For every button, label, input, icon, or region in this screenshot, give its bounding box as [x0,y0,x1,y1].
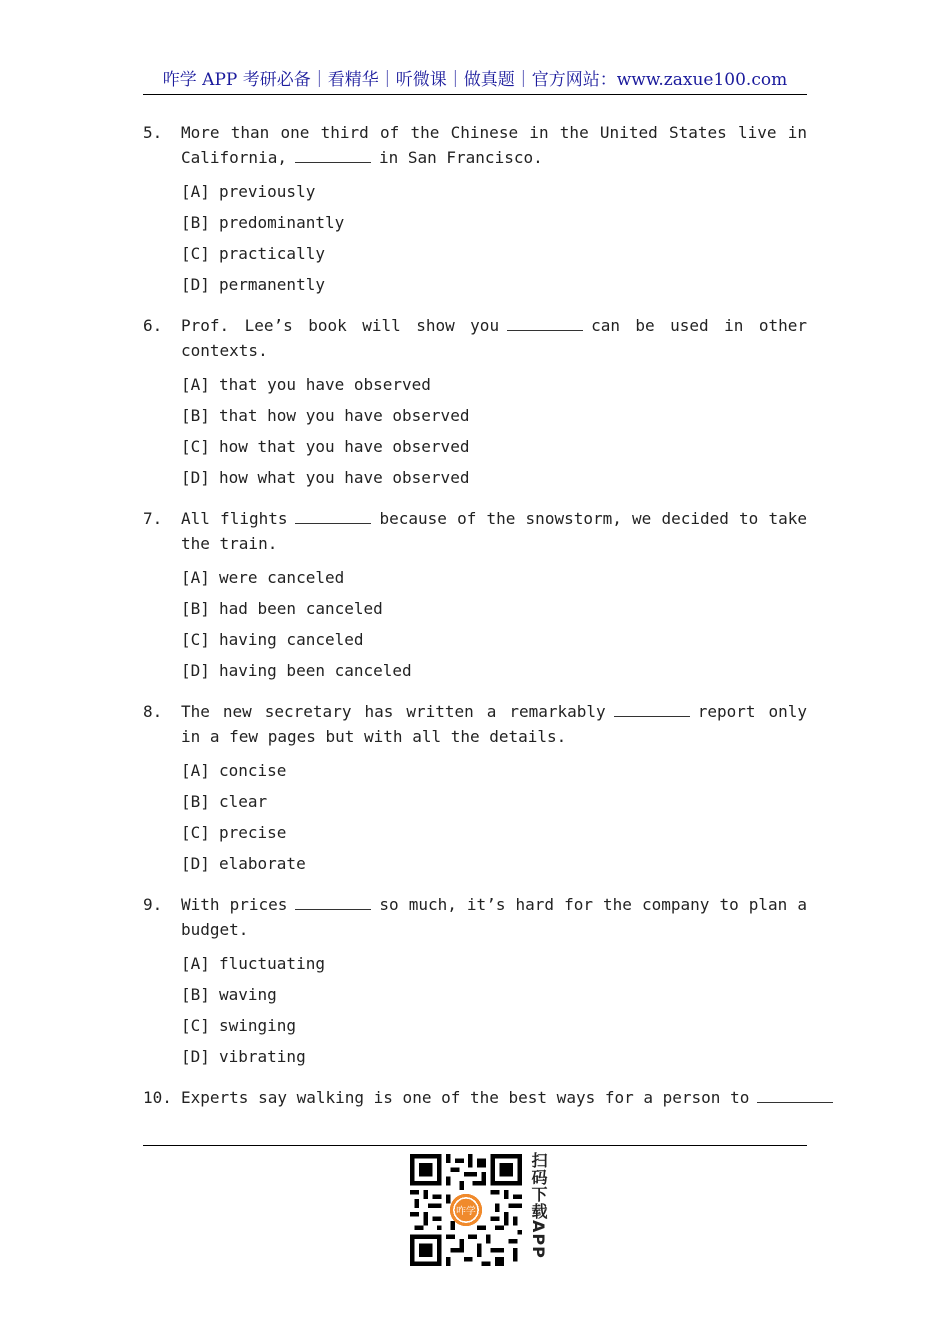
question-5 [143,120,807,300]
question-6 [143,313,807,493]
answer-blank [295,148,371,163]
question-stem-after: report only in a few pages but with all the details. [181,702,807,746]
option-c: [C] swinging [181,1016,297,1035]
question-stem-after: can be used in other contexts. [181,316,808,360]
question-number: 8. [143,702,163,721]
option-a: [A] were canceled [181,568,345,587]
question-stem-before: All flights [181,509,288,528]
qr-logo-text: 咋学 [456,1206,476,1218]
question-number: 10. [143,1088,172,1107]
option-a: [A] fluctuating [181,954,325,973]
option-c: [C] having canceled [181,630,364,649]
option-a: [A] previously [181,182,316,201]
question-stem-before: Experts say walking is one of the best ways for a person to [181,1088,750,1107]
qr-code-image[interactable] [410,1154,522,1266]
answer-blank [295,509,371,524]
question-stem-after: so much, it’s hard for the company to plan a budget. [181,895,808,939]
question-stem-before: More than one third of the Chinese in the United States live in California, [181,123,807,167]
option-a: [A] concise [181,761,287,780]
question-number: 7. [143,509,163,528]
question-7 [143,506,807,686]
question-stem-after: because of the snowstorm, we decided to take the train. [181,509,807,553]
question-number: 6. [143,316,163,335]
question-number: 9. [143,895,163,914]
answer-blank [507,316,583,331]
question-stem-before: Prof. Lee’s book will show you [181,316,500,335]
answer-blank [295,895,371,910]
option-a: [A] that you have observed [181,375,431,394]
question-stem-after: in San Francisco. [378,148,543,167]
option-b: [B] that how you have observed [181,406,470,425]
qr-download-label: 扫码下载APP [529,1152,548,1259]
option-b: [B] predominantly [181,213,345,232]
question-stem-before: With prices [181,895,288,914]
option-c: [C] how that you have observed [181,437,470,456]
question-list [143,120,807,1123]
question-9 [143,892,807,1072]
option-c: [C] practically [181,244,325,263]
option-b: [B] had been canceled [181,599,383,618]
site-header: 咋学 APP 考研必备｜看精华｜听微课｜做真题｜官方网站：www.zaxue100.com [143,68,807,95]
question-8 [143,699,807,879]
option-d: [D] permanently [181,275,325,294]
question-stem-before: The new secretary has written a remarkably [181,702,606,721]
answer-blank [614,702,690,717]
footer-divider [143,1145,807,1146]
option-b: [B] waving [181,985,277,1004]
option-d: [D] how what you have observed [181,468,470,487]
question-10 [143,1085,807,1110]
option-d: [D] vibrating [181,1047,306,1066]
question-number: 5. [143,123,163,142]
download-qr-block [410,1152,550,1267]
option-b: [B] clear [181,792,268,811]
option-d: [D] having been canceled [181,661,412,680]
option-d: [D] elaborate [181,854,306,873]
answer-blank [757,1088,833,1103]
option-c: [C] precise [181,823,287,842]
